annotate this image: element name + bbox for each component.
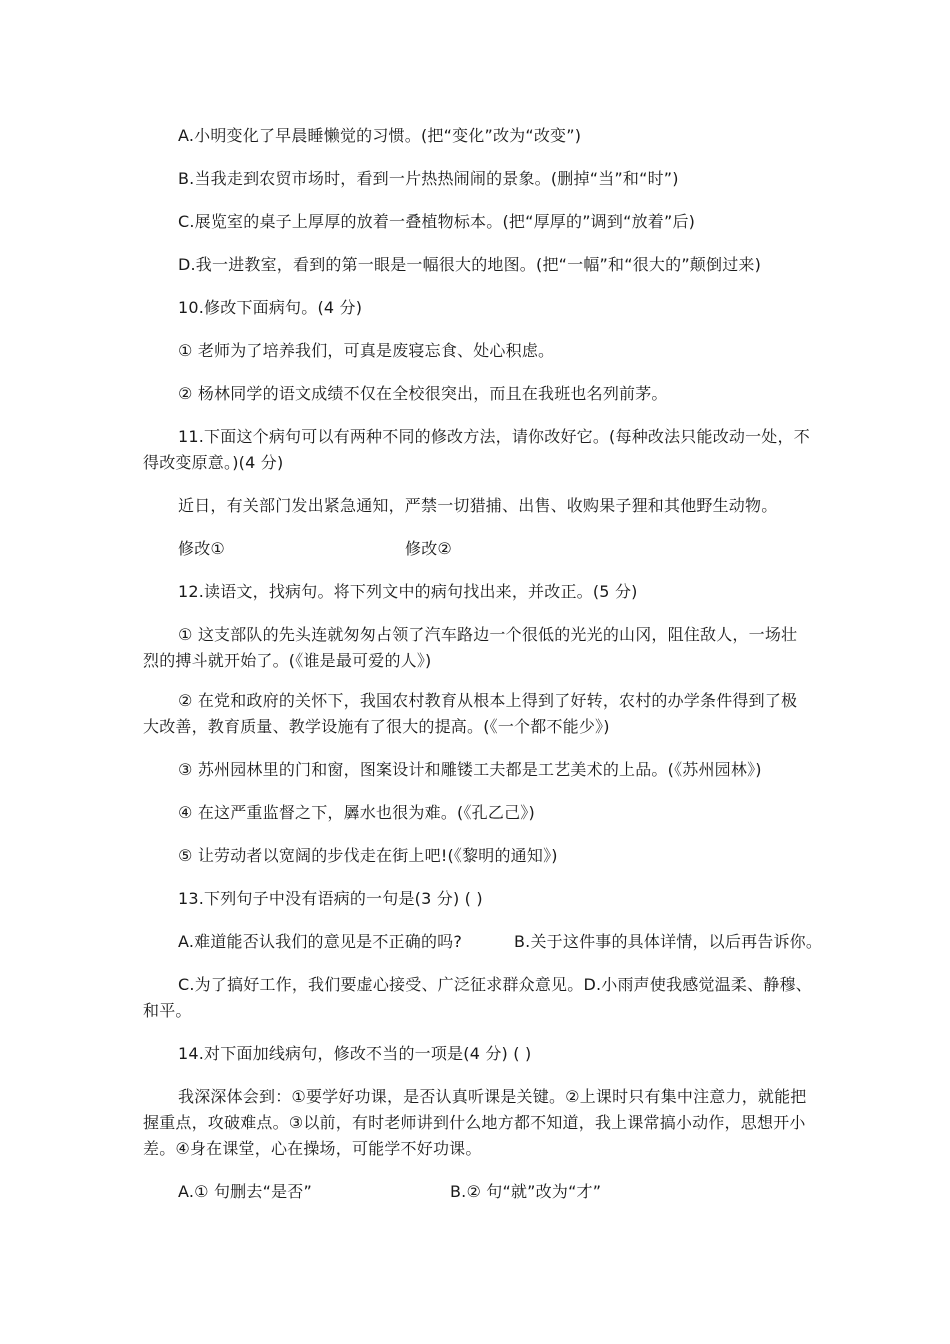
question-12-title: 12.读语文，找病句。将下列文中的病句找出来，并改正。(5 分) [178,582,638,601]
q11-sentence: 近日，有关部门发出紧急通知，严禁一切猎捕、出售、收购果子狸和其他野生动物。 [178,496,778,515]
q10-sentence-1: ① 老师为了培养我们，可真是废寝忘食、处心积虑。 [178,341,555,360]
q12-item-2: ② 在党和政府的关怀下，我国农村教育从根本上得到了好转，农村的办学条件得到了极 [178,691,798,710]
q9-option-c: C.展览室的桌子上厚厚的放着一叠植物标本。(把“厚厚的”调到“放着”后) [178,212,696,231]
q9-option-a: A.小明变化了早晨睡懒觉的习惯。(把“变化”改为“改变”) [178,126,582,145]
q11-fix-2-label: 修改② [405,539,452,558]
q12-item-5: ⑤ 让劳动者以宽阔的步伐走在街上吧!(《黎明的通知》) [178,846,558,865]
question-11-title-cont: 得改变原意。)(4 分) [143,453,284,472]
q13-options-c-d: C.为了搞好工作，我们要虚心接受、广泛征求群众意见。D.小雨声使我感觉温柔、静穆、 [178,975,812,994]
q12-item-2-cont: 大改善，教育质量、教学设施有了很大的提高。(《一个都不能少》) [143,717,610,736]
q9-option-d: D.我一进教室，看到的第一眼是一幅很大的地图。(把“一幅”和“很大的”颠倒过来) [178,255,762,274]
q13-options-c-d-cont: 和平。 [143,1001,192,1020]
question-13-title: 13.下列句子中没有语病的一句是(3 分) ( ) [178,889,483,908]
q12-item-1: ① 这支部队的先头连就匆匆占领了汽车路边一个很低的光光的山冈，阻住敌人，一场壮 [178,625,798,644]
question-14-title: 14.对下面加线病句，修改不当的一项是(4 分) ( ) [178,1044,532,1063]
question-11-title: 11.下面这个病句可以有两种不同的修改方法，请你改好它。(每种改法只能改动一处，不 [178,427,810,446]
question-10-title: 10.修改下面病句。(4 分) [178,298,363,317]
q12-item-1-cont: 烈的搏斗就开始了。(《谁是最可爱的人》) [143,651,432,670]
q12-item-4: ④ 在这严重监督之下，羼水也很为难。(《孔乙己》) [178,803,535,822]
q13-option-a: A.难道能否认我们的意见是不正确的吗? [178,932,463,951]
q12-item-3: ③ 苏州园林里的门和窗，图案设计和雕镂工夫都是工艺美术的上品。(《苏州园林》) [178,760,762,779]
q14-passage-cont-2: 差。④身在课堂，心在操场，可能学不好功课。 [143,1139,482,1158]
q13-option-b: B.关于这件事的具体详情，以后再告诉你。 [514,932,823,951]
q14-passage: 我深深体会到：①要学好功课，是否认真听课是关键。②上课时只有集中注意力，就能把 [178,1087,807,1106]
q9-option-b: B.当我走到农贸市场时，看到一片热热闹闹的景象。(删掉“当”和“时”) [178,169,679,188]
q14-option-b: B.② 句“就”改为“才” [450,1182,602,1201]
q14-option-a: A.① 句删去“是否” [178,1182,312,1201]
q14-passage-cont-1: 握重点，攻破难点。③以前，有时老师讲到什么地方都不知道，我上课常搞小动作，思想开小 [143,1113,806,1132]
q10-sentence-2: ② 杨林同学的语文成绩不仅在全校很突出，而且在我班也名列前茅。 [178,384,668,403]
q11-fix-1-label: 修改① [178,539,225,558]
